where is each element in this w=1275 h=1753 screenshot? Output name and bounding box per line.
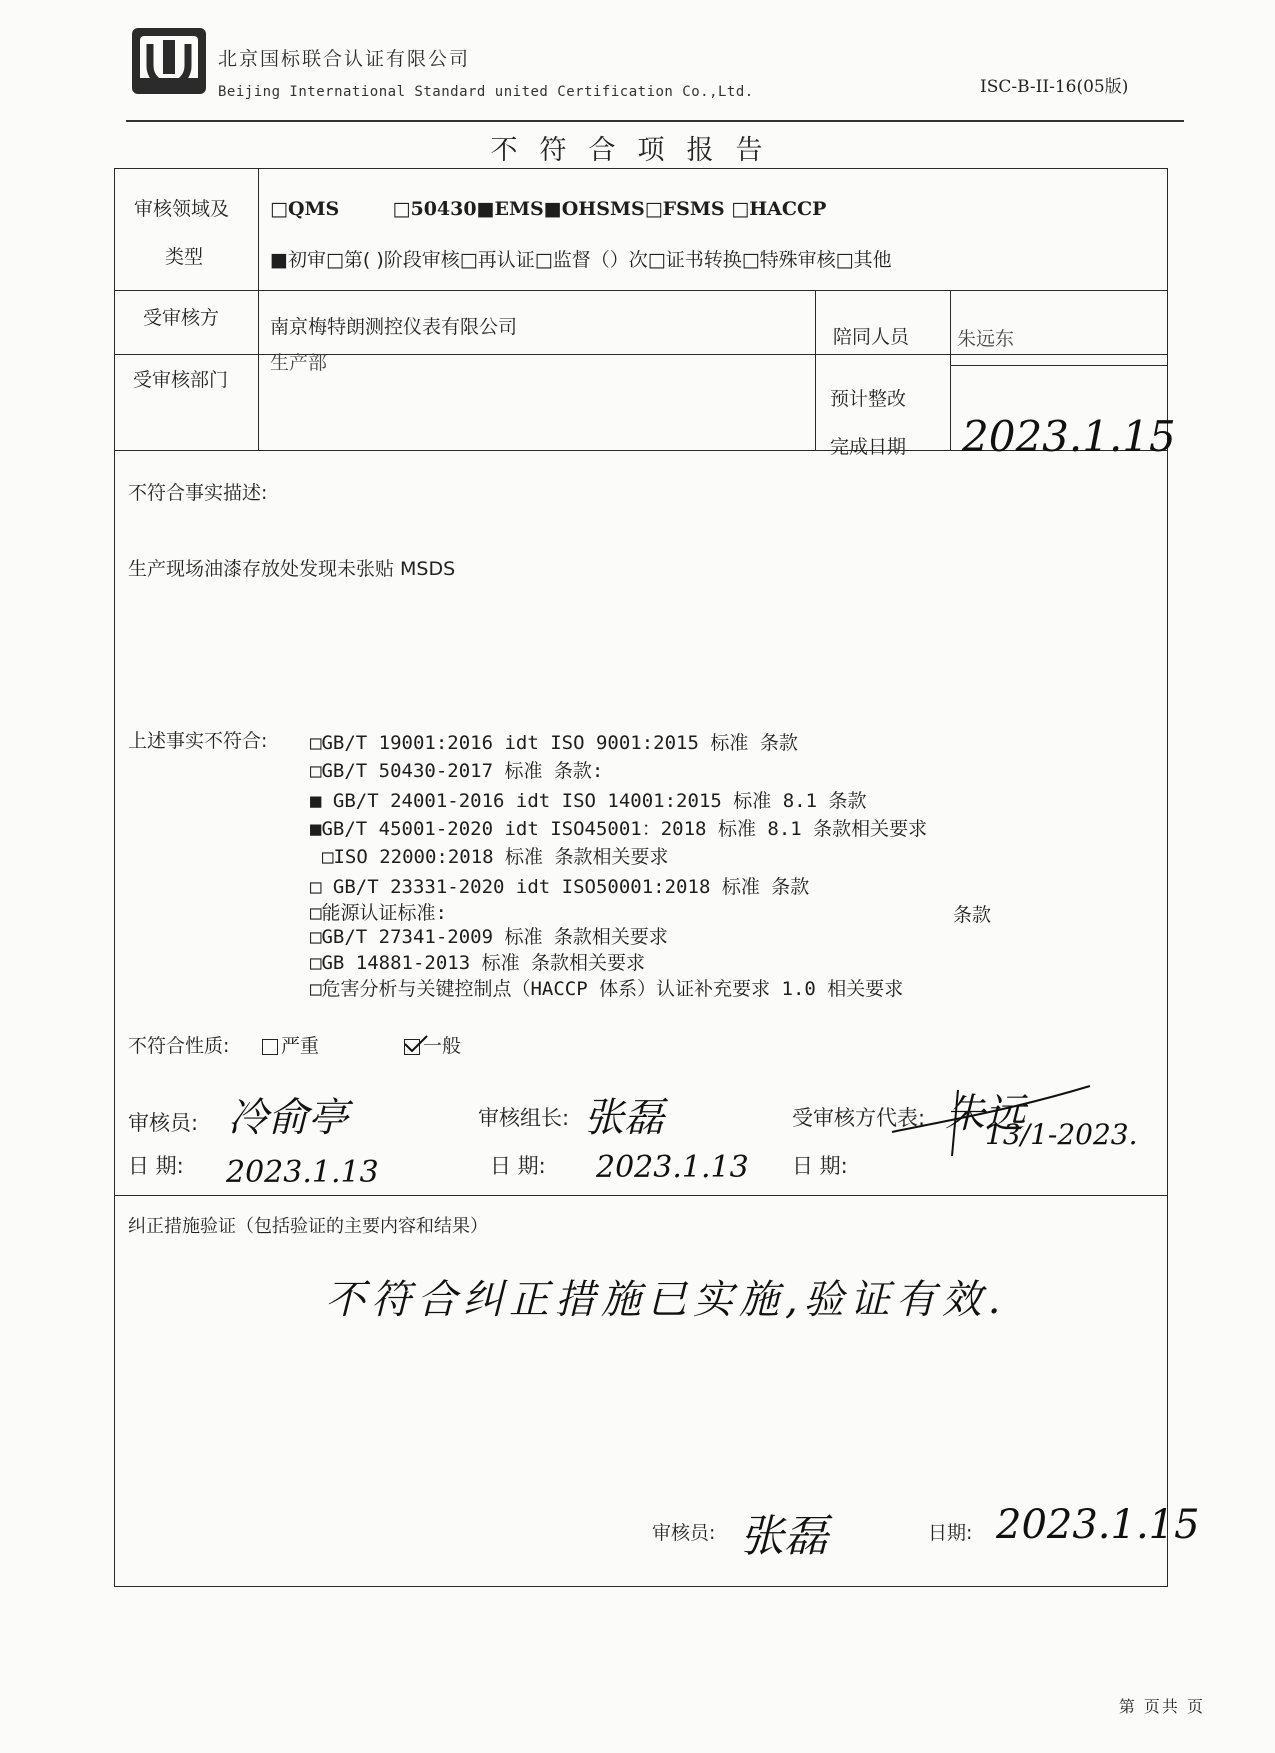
page-number: 第 页共 页: [1118, 1697, 1205, 1716]
standard-item[interactable]: □ISO 22000:2018 标准 条款相关要求: [322, 846, 669, 868]
company-name-cn: 北京国标联合认证有限公司: [218, 48, 471, 70]
checkbox-fsms[interactable]: □FSMS: [644, 198, 725, 220]
isc-logo-icon: [130, 26, 208, 96]
checkbox-ohsms[interactable]: ■OHSMS: [543, 198, 645, 220]
system-options: [270, 198, 826, 220]
verification-handwritten: 不符合纠正措施已实施,验证有效.: [325, 1277, 1007, 1323]
violates-label: 上述事实不符合:: [128, 730, 268, 752]
rep-signature-stroke: [890, 1080, 1100, 1160]
page-title: 不符合项报告: [490, 135, 785, 166]
checkbox-empty-icon: □: [310, 732, 322, 754]
checkbox-empty-icon: □: [310, 978, 322, 1000]
due-date-handwritten: 2023.1.15: [962, 412, 1176, 461]
checkbox-other[interactable]: □其他: [835, 249, 892, 271]
checkbox-empty-icon: □: [731, 198, 750, 220]
rep-date-label: 日 期:: [792, 1154, 848, 1178]
header-divider: [126, 120, 1184, 122]
checkbox-checked-icon: ■: [310, 818, 322, 840]
checkbox-empty-icon: □: [534, 249, 553, 271]
checkbox-empty-icon: □: [459, 249, 478, 271]
checkbox-empty-icon: □: [270, 198, 288, 220]
due-label-1: 预计整改: [830, 388, 907, 410]
rep-signature: 朱远: [945, 1091, 1025, 1137]
checkbox-stage[interactable]: □第( )阶段审核: [325, 249, 460, 271]
checkbox-empty-icon: □: [310, 926, 322, 948]
nature-label: 不符合性质:: [128, 1035, 230, 1057]
checkbox-empty-icon: □: [322, 846, 334, 868]
checkbox-empty-icon: □: [835, 249, 854, 271]
standard-item-suffix: 条款: [953, 904, 992, 926]
auditee-value: 南京梅特朗测控仪表有限公司: [270, 316, 518, 338]
verification-auditor-signature: 张磊: [740, 1511, 828, 1562]
verification-date-label: 日期:: [928, 1522, 973, 1544]
leader-signature: 张磊: [584, 1095, 664, 1141]
standard-item[interactable]: □GB 14881-2013 标准 条款相关要求: [310, 952, 646, 974]
checkbox-checked-icon: ■: [310, 790, 322, 812]
leader-label: 审核组长:: [478, 1106, 570, 1130]
leader-date: 2023.1.13: [596, 1150, 749, 1185]
nature-serious-checkbox[interactable]: 严重: [262, 1031, 319, 1058]
fact-label: 不符合事实描述:: [128, 482, 268, 504]
checkbox-50430[interactable]: □50430: [392, 198, 477, 220]
checkbox-qms[interactable]: □QMS: [270, 198, 340, 220]
due-label-2: 完成日期: [830, 436, 907, 458]
audit-scope-label-2: 类型: [165, 246, 204, 268]
checkbox-empty-icon: □: [741, 249, 760, 271]
rep-date: 13/1-2023.: [985, 1118, 1138, 1151]
fact-text: 生产现场油漆存放处发现未张贴 MSDS: [128, 558, 456, 580]
audit-type-options: [270, 245, 892, 272]
companion-value: 朱远东: [957, 328, 1015, 350]
form-code: ISC-B-II-16(05版): [980, 77, 1129, 97]
standard-item[interactable]: □能源认证标准:: [310, 902, 447, 924]
checkbox-empty-icon: □: [310, 902, 322, 924]
department-value: 生产部: [270, 352, 328, 374]
standard-item[interactable]: □GB/T 50430-2017 标准 条款:: [310, 760, 604, 782]
checkbox-initial[interactable]: ■初审: [270, 249, 326, 271]
checkbox-checked-icon: ■: [270, 249, 288, 271]
checkbox-recert[interactable]: □再认证: [459, 249, 535, 271]
checkbox-empty-icon: □: [392, 198, 411, 220]
standard-item[interactable]: ■ GB/T 24001-2016 idt ISO 14001:2015 标准 8.1 条款: [310, 790, 867, 812]
verification-date: 2023.1.15: [996, 1502, 1200, 1548]
checkbox-checked-icon: ■: [543, 198, 562, 220]
auditor-label: 审核员:: [128, 1111, 199, 1135]
checkbox-empty-icon: □: [644, 198, 663, 220]
checkbox-empty-icon: □: [647, 249, 666, 271]
standard-item[interactable]: □GB/T 27341-2009 标准 条款相关要求: [310, 926, 668, 948]
checkbox-empty-icon: □: [310, 760, 322, 782]
checkbox-haccp[interactable]: □HACCP: [731, 198, 827, 220]
companion-label: 陪同人员: [833, 326, 910, 348]
checkbox-empty-icon: □: [310, 876, 322, 898]
checkbox-transfer[interactable]: □证书转换: [647, 249, 742, 271]
verification-auditor-label: 审核员:: [652, 1522, 716, 1544]
checkbox-empty-icon: □: [310, 952, 322, 974]
auditee-label: 受审核方: [143, 307, 220, 329]
standard-item[interactable]: □危害分析与关键控制点（HACCP 体系）认证补充要求 1.0 相关要求: [310, 978, 904, 1000]
checkbox-surveillance[interactable]: □监督（）次: [534, 249, 648, 271]
verification-label: 纠正措施验证（包括验证的主要内容和结果）: [128, 1216, 488, 1237]
department-label: 受审核部门: [133, 369, 229, 391]
auditor-date-label: 日 期:: [128, 1154, 184, 1178]
leader-date-label: 日 期:: [490, 1154, 546, 1178]
auditor-signature: 冷俞亭: [228, 1095, 348, 1141]
standard-item[interactable]: ■GB/T 45001-2020 idt ISO45001：2018 标准 8.1 条款相关要求: [310, 818, 928, 840]
auditor-date: 2023.1.13: [226, 1155, 379, 1190]
checkbox-empty-icon: □: [325, 249, 344, 271]
checkbox-ems[interactable]: ■EMS: [476, 198, 544, 220]
standard-item[interactable]: □GB/T 19001:2016 idt ISO 9001:2015 标准 条款: [310, 732, 798, 754]
checkbox-special[interactable]: □特殊审核: [741, 249, 836, 271]
standard-item[interactable]: □ GB/T 23331-2020 idt ISO50001:2018 标准 条款: [310, 876, 810, 898]
rep-label: 受审核方代表:: [792, 1106, 926, 1130]
nature-general-checkbox[interactable]: 一般: [404, 1031, 461, 1058]
audit-scope-label-1: 审核领域及: [134, 198, 230, 220]
checkbox-checked-icon: ■: [476, 198, 495, 220]
company-name-en: Beijing International Standard united Certification Co.,Ltd.: [218, 84, 754, 100]
checkmark-icon: [404, 1039, 420, 1055]
